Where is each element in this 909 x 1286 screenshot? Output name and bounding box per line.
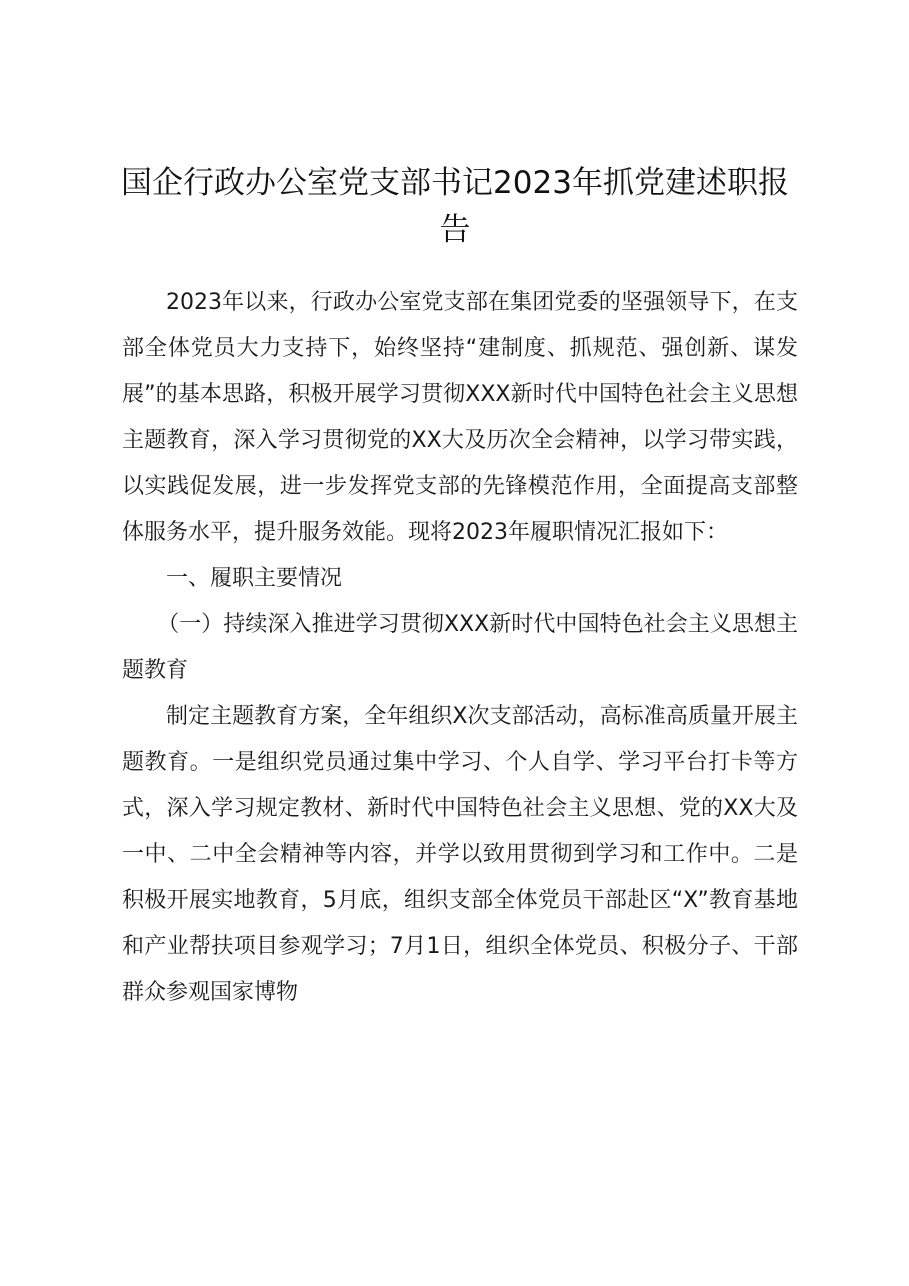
document-body <box>122 280 798 1016</box>
body-paragraph: 制定主题教育方案，全年组织X次支部活动，高标准高质量开展主题教育。一是组织党员通过集中学习、个人自学、学习平台打卡等方式，深入学习规定教材、新时代中国特色社会主义思想、党的XX大及一中、二中全会精神等内容，并学以致用贯彻到学习和工作中。二是积极开展实地教育，5月底，组织支部全体党员干部赴区“X”教育基地和产业帮扶项目参观学习；7月1日，组织全体党员、积极分子、干部群众参观国家博物 <box>122 704 798 1005</box>
subsection-heading: （一）持续深入推进学习贯彻XXX新时代中国特色社会主义思想主题教育 <box>122 612 798 683</box>
section-heading: 一、履职主要情况 <box>166 566 343 591</box>
document-title: 国企行政办公室党支部书记2023年抓党建述职报告 <box>121 165 789 248</box>
intro-paragraph: 2023年以来，行政办公室党支部在集团党委的坚强领导下，在支部全体党员大力支持下，始终坚持“建制度、抓规范、强创新、谋发展”的基本思路，积极开展学习贯彻XXX新时代中国特色社会主义思想主题教育，深入学习贯彻党的XX大及历次全会精神，以学习带实践，以实践促发展，进一步发挥党支部的先锋模范作用，全面提高支部整体服务水平，提升服务效能。现将2023年履职情况汇报如下： <box>122 290 798 545</box>
